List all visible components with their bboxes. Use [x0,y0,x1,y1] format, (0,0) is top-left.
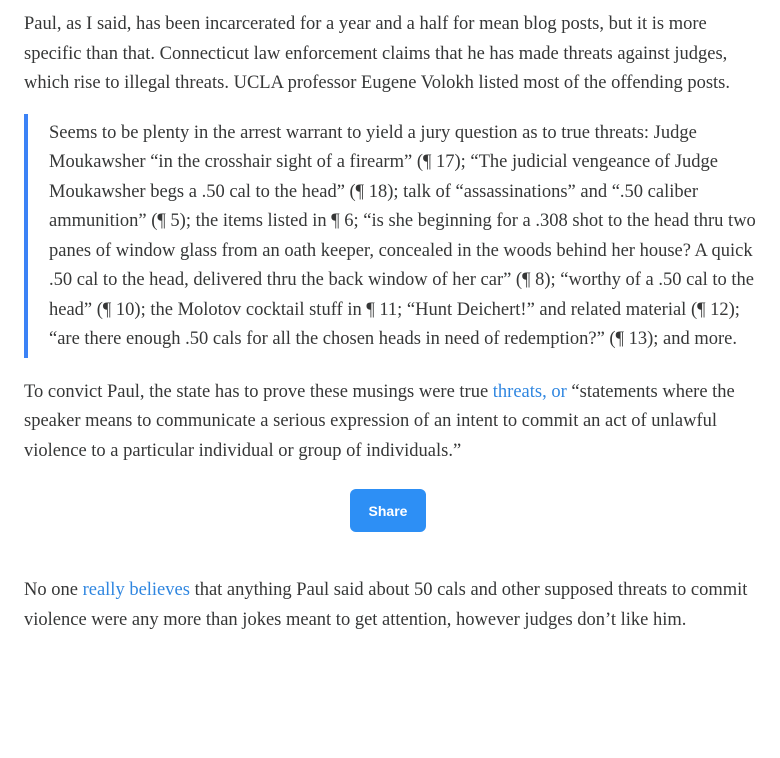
paragraph-text-before-link: No one [24,580,83,600]
share-container [24,466,758,576]
paragraph-text-before-link: To convict Paul, the state has to prove these musings were true [24,381,493,402]
blockquote-volokh: Seems to be plenty in the arrest warrant to yield a jury question as to true threats: Judge Moukawsher “in the crosshair sight of a firearm” (¶ 17); “The judicial vengeance of Judge Moukawsher begs a .50 cal to the head” (¶ 18); talk of “assassinations” and “.50 caliber ammunition” (¶ 5); the items listed in ¶ 6; “is she beginning for a .308 shot to the head thru two panes of window glass from an oath keeper, concealed in the woods behind her house? A quick .50 cal to the head, delivered thru the back window of her car” (¶ 8); “worthy of a .50 cal to the head” (¶ 10); the Molotov cocktail stuff in ¶ 11; “Hunt Deichert!” and related material (¶ 12); “are there enough .50 cals for all the chosen heads in need of redemption?” (¶ 13); and more. [24,114,758,358]
article-body [24,10,758,635]
paragraph-true-threats [24,378,758,467]
paragraph-text-after-link: “statements where the speaker means to communicate a serious expression of an intent to commit an act of unlawful violence to a particular individual or group of individuals.” [24,381,735,461]
paragraph-text-after-link: that anything Paul said about 50 cals and other supposed threats to commit violence were any more than jokes meant to get attention, however judges don’t like him. [24,580,748,630]
share-button[interactable]: Share [350,489,426,532]
paragraph-intro: Paul, as I said, has been incarcerated for a year and a half for mean blog posts, but it is more specific than that. Connecticut law enforcement claims that he has made threats against judges, which rise to illegal threats. UCLA professor Eugene Volokh listed most of the offending posts. [24,14,730,93]
paragraph-jokes [24,576,758,635]
threats-link[interactable]: threats, or [492,381,567,402]
really-believes-link[interactable]: really believes [82,580,190,600]
